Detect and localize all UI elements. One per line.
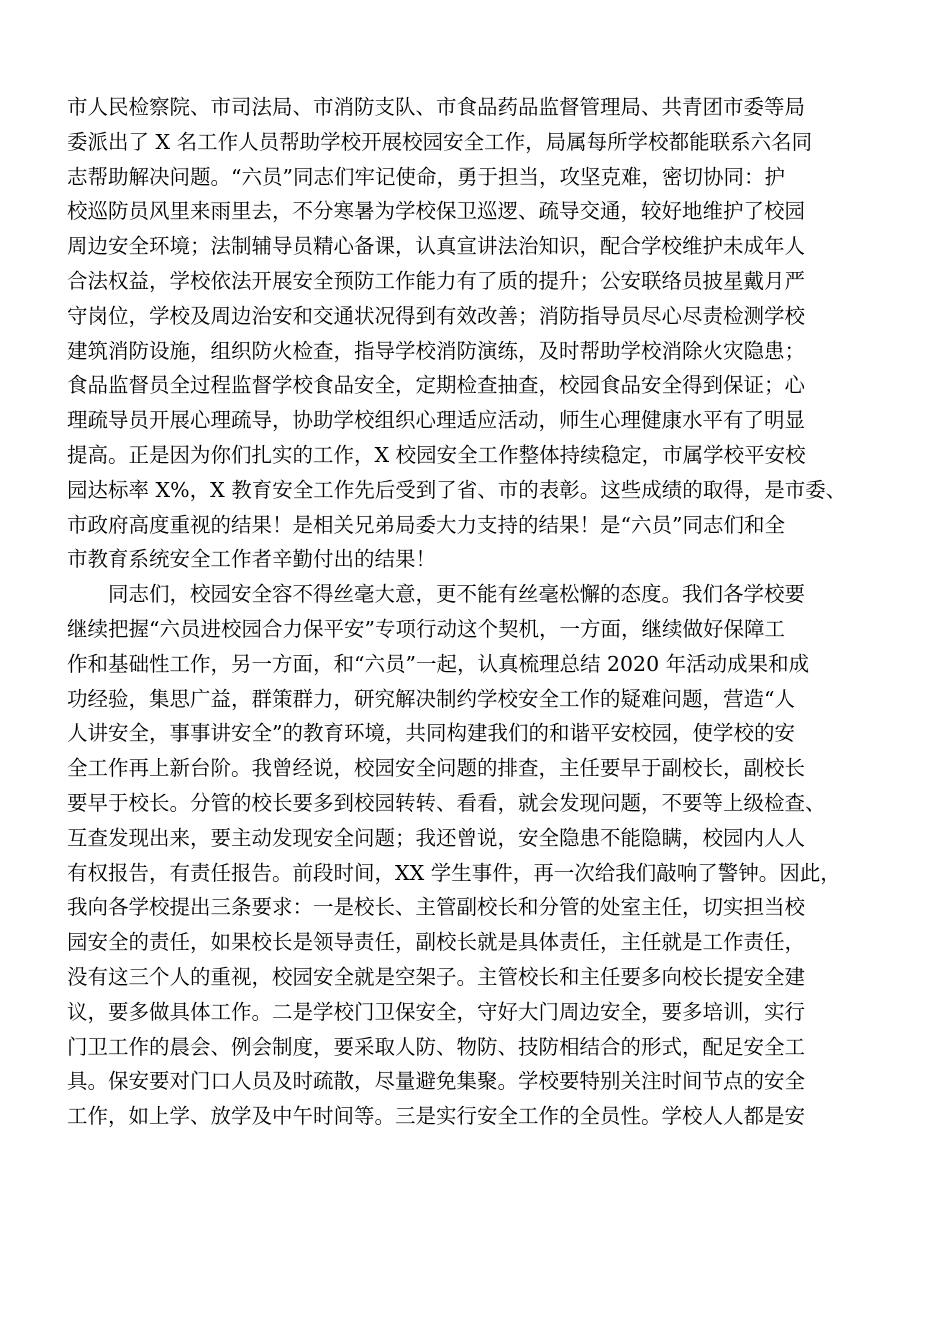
document-body [67,90,897,1134]
text-line: 门卫工作的晨会、例会制度，要采取人防、物防、技防相结合的形式，配足安全工 [67,1034,805,1059]
text-line: 市教育系统安全工作者辛勤付出的结果！ [67,547,436,572]
text-line: 园安全的责任，如果校长是领导责任，副校长就是具体责任，主任就是工作责任， [67,930,805,955]
text-line: 作和基础性工作，另一方面，和“六员”一起，认真梳理总结 2020 年活动成果和成 [67,651,810,676]
text-line: 提高。正是因为你们扎实的工作，X 校园安全工作整体持续稳定，市属学校平安校 [67,442,806,467]
text-line: 委派出了 X 名工作人员帮助学校开展校园安全工作，局属每所学校都能联系六名同 [67,129,813,154]
text-line: 我向各学校提出三条要求：一是校长、主管副校长和分管的处室主任，切实担当校 [67,895,805,920]
text-line: 同志们，校园安全容不得丝毫大意，更不能有丝毫松懈的态度。我们各学校要 [108,582,805,607]
text-line: 守岗位，学校及周边治安和交通状况得到有效改善；消防指导员尽心尽责检测学校 [67,303,805,328]
text-line: 没有这三个人的重视，校园安全就是空架子。主管校长和主任要多向校长提安全建 [67,964,805,989]
text-line: 要早于校长。分管的校长要多到校园转转、看看，就会发现问题，不要等上级检查、 [67,790,826,815]
text-line: 议，要多做具体工作。二是学校门卫保安全，守好大门周边安全，要多培训，实行 [67,999,805,1024]
text-line: 园达标率 X%，X 教育安全工作先后受到了省、市的表彰。这些成绩的取得，是市委、 [67,477,847,502]
paragraph-2 [67,577,897,1134]
text-line: 市政府高度重视的结果！是相关兄弟局委大力支持的结果！是“六员”同志们和全 [67,512,785,537]
text-line: 食品监督员全过程监督学校食品安全，定期检查抽查，校园食品安全得到保证；心 [67,373,805,398]
text-line: 合法权益，学校依法开展安全预防工作能力有了质的提升；公安联络员披星戴月严 [67,268,805,293]
text-line: 建筑消防设施，组织防火检查，指导学校消防演练，及时帮助学校消除火灾隐患； [67,338,805,363]
text-line: 周边安全环境；法制辅导员精心备课，认真宣讲法治知识，配合学校维护未成年人 [67,234,805,259]
text-line: 功经验，集思广益，群策群力，研究解决制约学校安全工作的疑难问题，营造“人 [67,686,795,711]
text-line: 全工作再上新台阶。我曾经说，校园安全问题的排查，主任要早于副校长，副校长 [67,756,805,781]
text-line: 具。保安要对门口人员及时疏散，尽量避免集聚。学校要特别关注时间节点的安全 [67,1069,805,1094]
text-line: 人讲安全，事事讲安全”的教育环境，共同构建我们的和谐平安校园，使学校的安 [67,721,795,746]
text-line: 志帮助解决问题。“六员”同志们牢记使命，勇于担当，攻坚克难，密切协同：护 [67,164,785,189]
text-line: 校巡防员风里来雨里去，不分寒暑为学校保卫巡逻、疏导交通，较好地维护了校园 [67,199,805,224]
text-line: 互查发现出来，要主动发现安全问题；我还曾说，安全隐患不能隐瞒，校园内人人 [67,825,805,850]
text-line: 市人民检察院、市司法局、市消防支队、市食品药品监督管理局、共青团市委等局 [67,95,805,119]
text-line: 工作，如上学、放学及中午时间等。三是实行安全工作的全员性。学校人人都是安 [67,1104,805,1129]
text-line: 继续把握“六员进校园合力保平安”专项行动这个契机，一方面，继续做好保障工 [67,616,785,641]
text-line: 理疏导员开展心理疏导，协助学校组织心理适应活动，师生心理健康水平有了明显 [67,408,805,433]
text-line: 有权报告，有责任报告。前段时间，XX 学生事件，再一次给我们敲响了警钟。因此， [67,860,841,885]
paragraph-1 [67,90,897,577]
